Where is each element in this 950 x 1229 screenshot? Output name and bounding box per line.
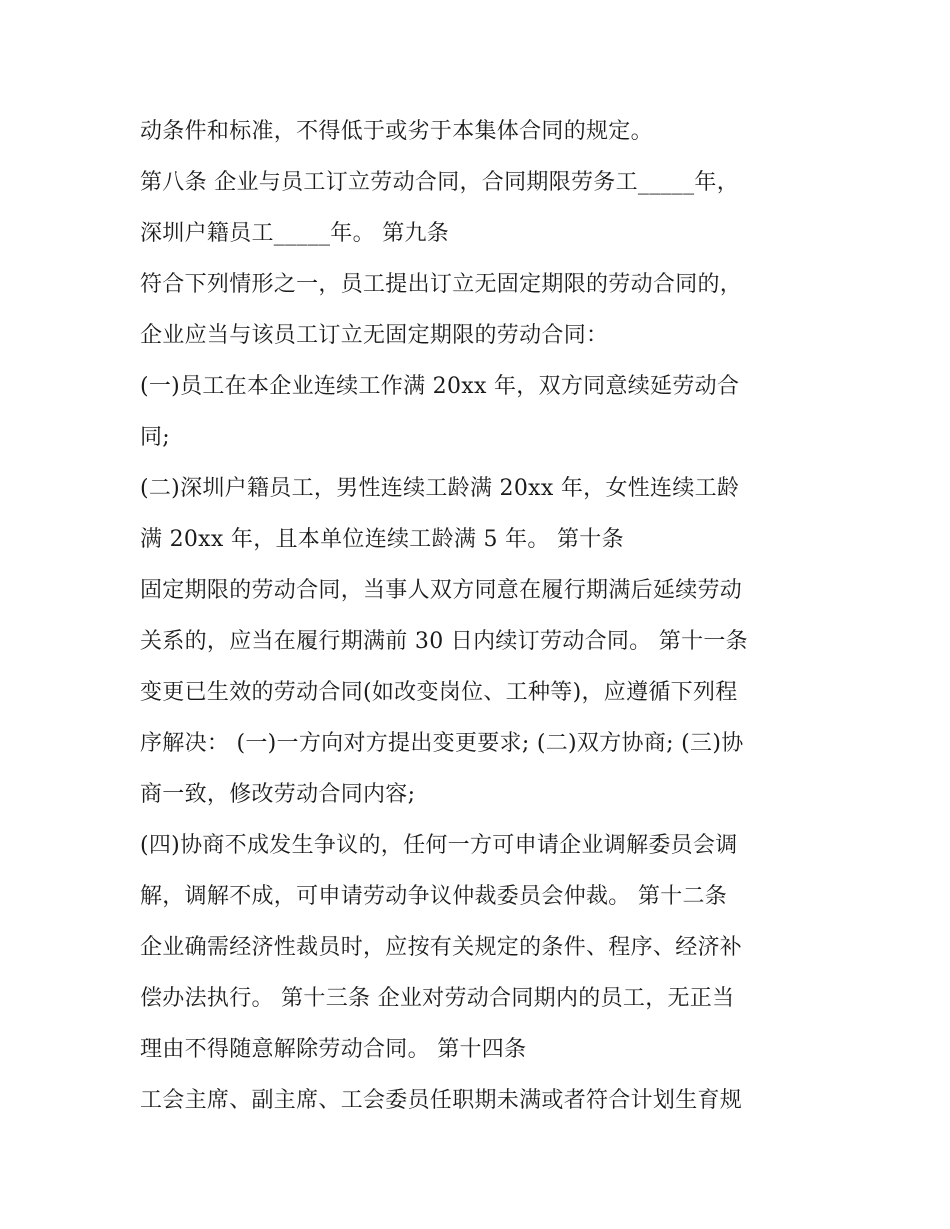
text-line: 关系的，应当在履行期满前 30 日内续订劳动合同。 第十一条 bbox=[140, 629, 748, 654]
text-line: 第八条 企业与员工订立劳动合同，合同期限劳务工_____年， bbox=[140, 170, 739, 195]
text-line: 工会主席、副主席、工会委员任职期未满或者符合计划生育规 bbox=[140, 1088, 743, 1113]
text-line: 解，调解不成，可申请劳动争议仲裁委员会仲裁。 第十二条 bbox=[140, 884, 728, 909]
document-body bbox=[140, 106, 820, 1126]
text-line: 序解决： (一)一方向对方提出变更要求; (二)双方协商; (三)协 bbox=[140, 731, 744, 756]
text-line: 符合下列情形之一，员工提出订立无固定期限的劳动合同的， bbox=[140, 272, 743, 297]
text-line: (四)协商不成发生争议的，任何一方可申请企业调解委员会调 bbox=[140, 833, 738, 858]
text-line: 企业应当与该员工订立无固定期限的劳动合同： bbox=[140, 323, 609, 348]
text-line: 变更已生效的劳动合同(如改变岗位、工种等)，应遵循下列程 bbox=[140, 680, 738, 705]
text-line: 理由不得随意解除劳动合同。 第十四条 bbox=[140, 1037, 527, 1062]
text-line: (二)深圳户籍员工，男性连续工龄满 20xx 年，女性连续工龄 bbox=[140, 476, 740, 501]
text-line: 偿办法执行。 第十三条 企业对劳动合同期内的员工，无正当 bbox=[140, 986, 735, 1011]
text-line: 固定期限的劳动合同，当事人双方同意在履行期满后延续劳动 bbox=[140, 578, 743, 603]
text-line: 同; bbox=[140, 425, 171, 450]
text-line: (一)员工在本企业连续工作满 20xx 年，双方同意续延劳动合 bbox=[140, 374, 740, 399]
text-line: 满 20xx 年，且本单位连续工龄满 5 年。 第十条 bbox=[140, 527, 624, 552]
text-line: 商一致，修改劳动合同内容; bbox=[140, 782, 416, 807]
text-line: 深圳户籍员工_____年。 第九条 bbox=[140, 221, 450, 246]
text-line: 企业确需经济性裁员时，应按有关规定的条件、程序、经济补 bbox=[140, 935, 743, 960]
text-line: 动条件和标准，不得低于或劣于本集体合同的规定。 bbox=[140, 119, 653, 144]
